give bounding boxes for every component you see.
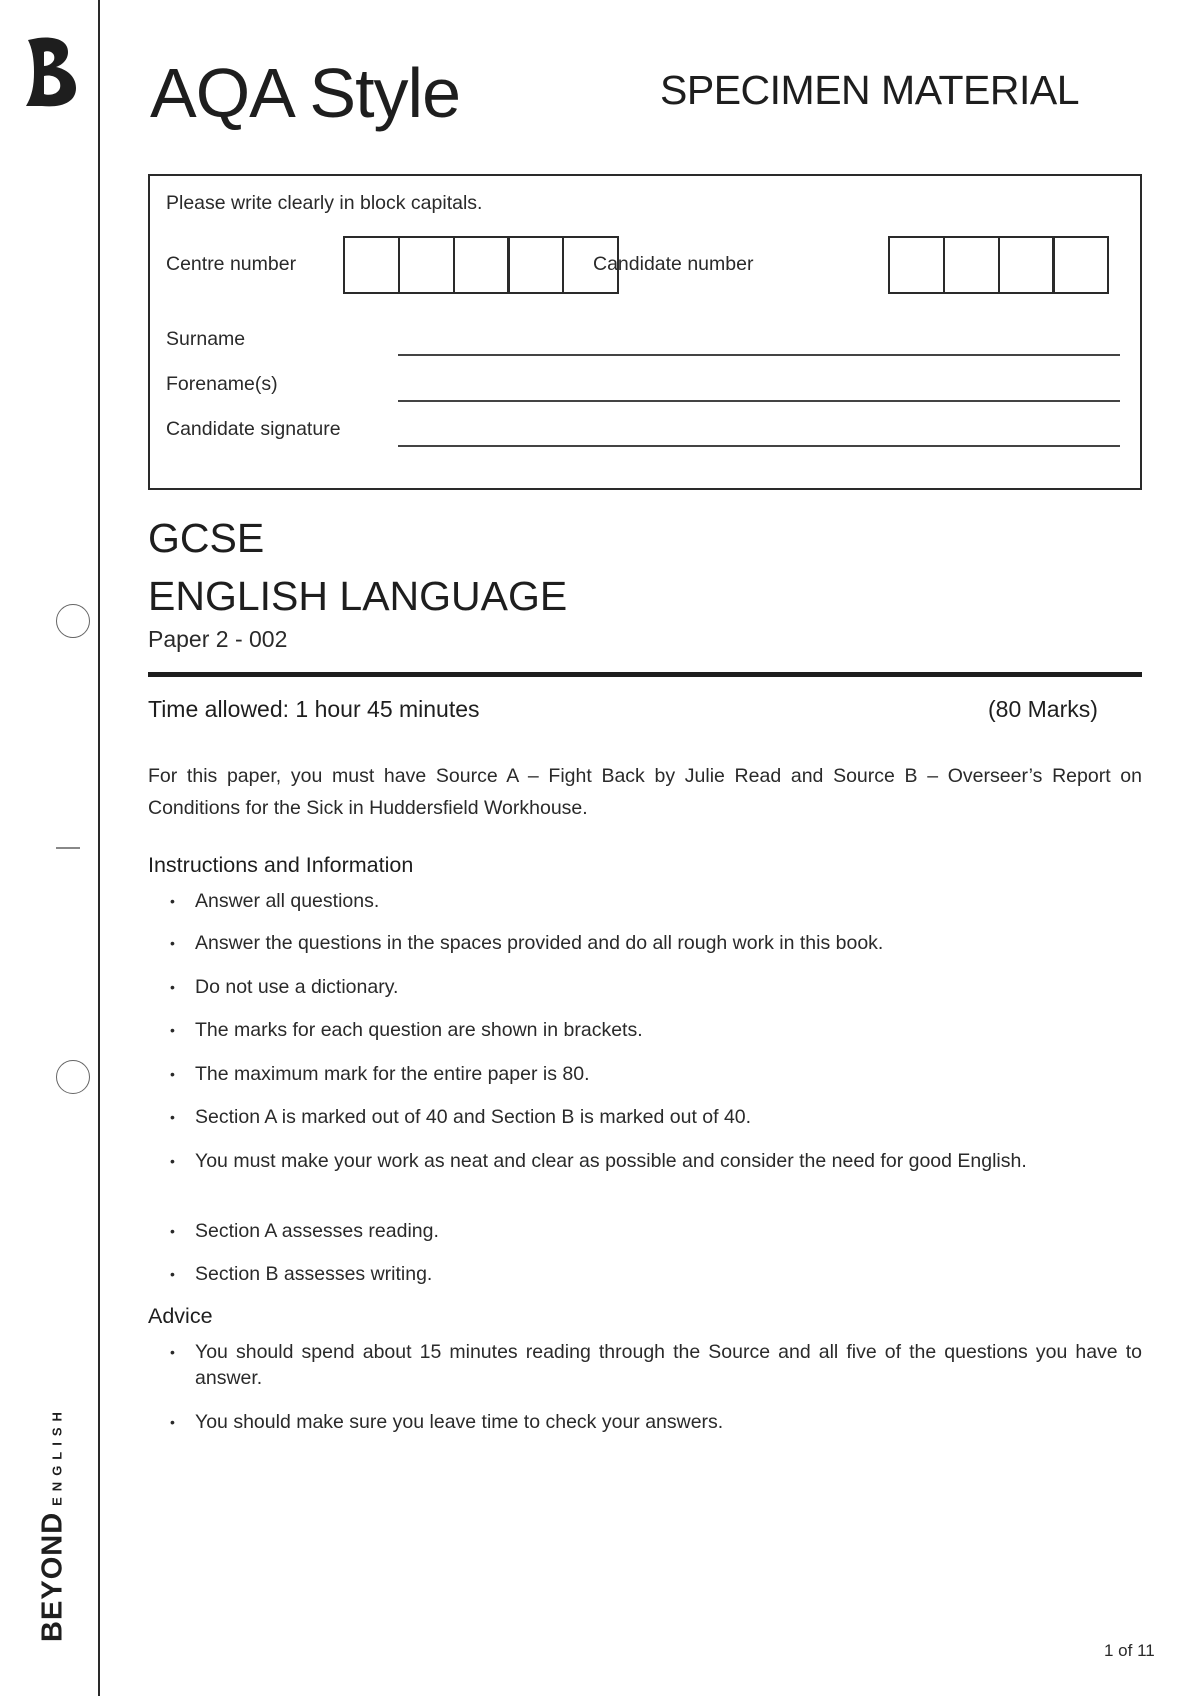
forenames-line[interactable] [398,400,1120,402]
bullet-icon: • [170,1109,175,1125]
bullet-icon: • [170,1414,175,1430]
list-item: • Do not use a dictionary. [170,976,399,998]
specimen-label: SPECIMEN MATERIAL [660,67,1080,113]
punch-hole-top [56,604,90,638]
instructions-heading: Instructions and Information [148,853,414,877]
list-item: • Answer all questions. [170,890,380,912]
time-allowed: Time allowed: 1 hour 45 minutes [148,696,480,722]
candidate-number-cell[interactable] [943,236,1000,294]
list-item: • The marks for each question are shown in brackets. [170,1019,643,1041]
bullet-icon: • [170,893,175,909]
signature-line[interactable] [398,445,1120,447]
materials-note: For this paper, you must have Source A – Fight Back by Julie Read and Source B – Overseer’s Report on Conditions for the Sick in Huddersfield Workhouse. [148,765,1142,819]
candidate-number-field[interactable] [888,236,1109,294]
centre-number-field[interactable] [343,236,619,294]
page-number: 1 of 11 [1104,1641,1155,1660]
bullet-icon: • [170,935,175,951]
bullet-icon: • [170,1066,175,1082]
section-divider [148,672,1142,677]
page-title: AQA Style [150,54,461,132]
list-item: • You should spend about 15 minutes reading through the Source and all five of the questions you have to answer. [170,1341,1142,1389]
candidate-number-cell[interactable] [888,236,945,294]
list-item: • You should make sure you leave time to check your answers. [170,1411,724,1433]
surname-label: Surname [166,328,246,350]
list-item: • Section A is marked out of 40 and Section B is marked out of 40. [170,1106,752,1128]
bullet-icon: • [170,979,175,995]
signature-label: Candidate signature [166,418,341,440]
logo-subword: ENGLISH [49,1406,65,1506]
bullet-icon: • [170,1223,175,1239]
list-item: • Answer the questions in the spaces provided and do all rough work in this book. [170,932,884,954]
centre-number-label: Centre number [166,253,297,275]
candidate-number-cell[interactable] [998,236,1055,294]
fold-mark [56,847,80,849]
logo-word: BEYOND [36,1511,69,1642]
bullet-icon: • [170,1153,175,1169]
bullet-icon: • [170,1344,175,1360]
qualification-heading: GCSE [148,515,265,561]
candidate-number-label: Candidate number [593,253,754,275]
punch-hole-bottom [56,1060,90,1094]
subject-heading: ENGLISH LANGUAGE [148,573,568,619]
centre-number-cell[interactable] [398,236,455,294]
bullet-icon: • [170,1266,175,1282]
list-item: • Section B assesses writing. [170,1263,433,1285]
total-marks: (80 Marks) [988,696,1098,722]
block-capitals-instruction: Please write clearly in block capitals. [166,192,483,214]
margin-rule [98,0,100,1696]
centre-number-cell[interactable] [453,236,510,294]
candidate-number-cell[interactable] [1052,236,1109,294]
centre-number-cell[interactable] [507,236,564,294]
list-item: • The maximum mark for the entire paper is 80. [170,1063,590,1085]
beyond-english-logo [35,1396,71,1652]
bullet-icon: • [170,1022,175,1038]
paper-code: Paper 2 - 002 [148,626,288,652]
candidate-details-box [148,174,1142,490]
list-item: • You must make your work as neat and clear as possible and consider the need for good English. [170,1150,1027,1172]
brand-b-logo-icon [24,36,80,108]
forenames-label: Forename(s) [166,373,278,395]
surname-line[interactable] [398,354,1120,356]
advice-heading: Advice [148,1304,213,1328]
centre-number-cell[interactable] [343,236,400,294]
list-item: • Section A assesses reading. [170,1220,439,1242]
